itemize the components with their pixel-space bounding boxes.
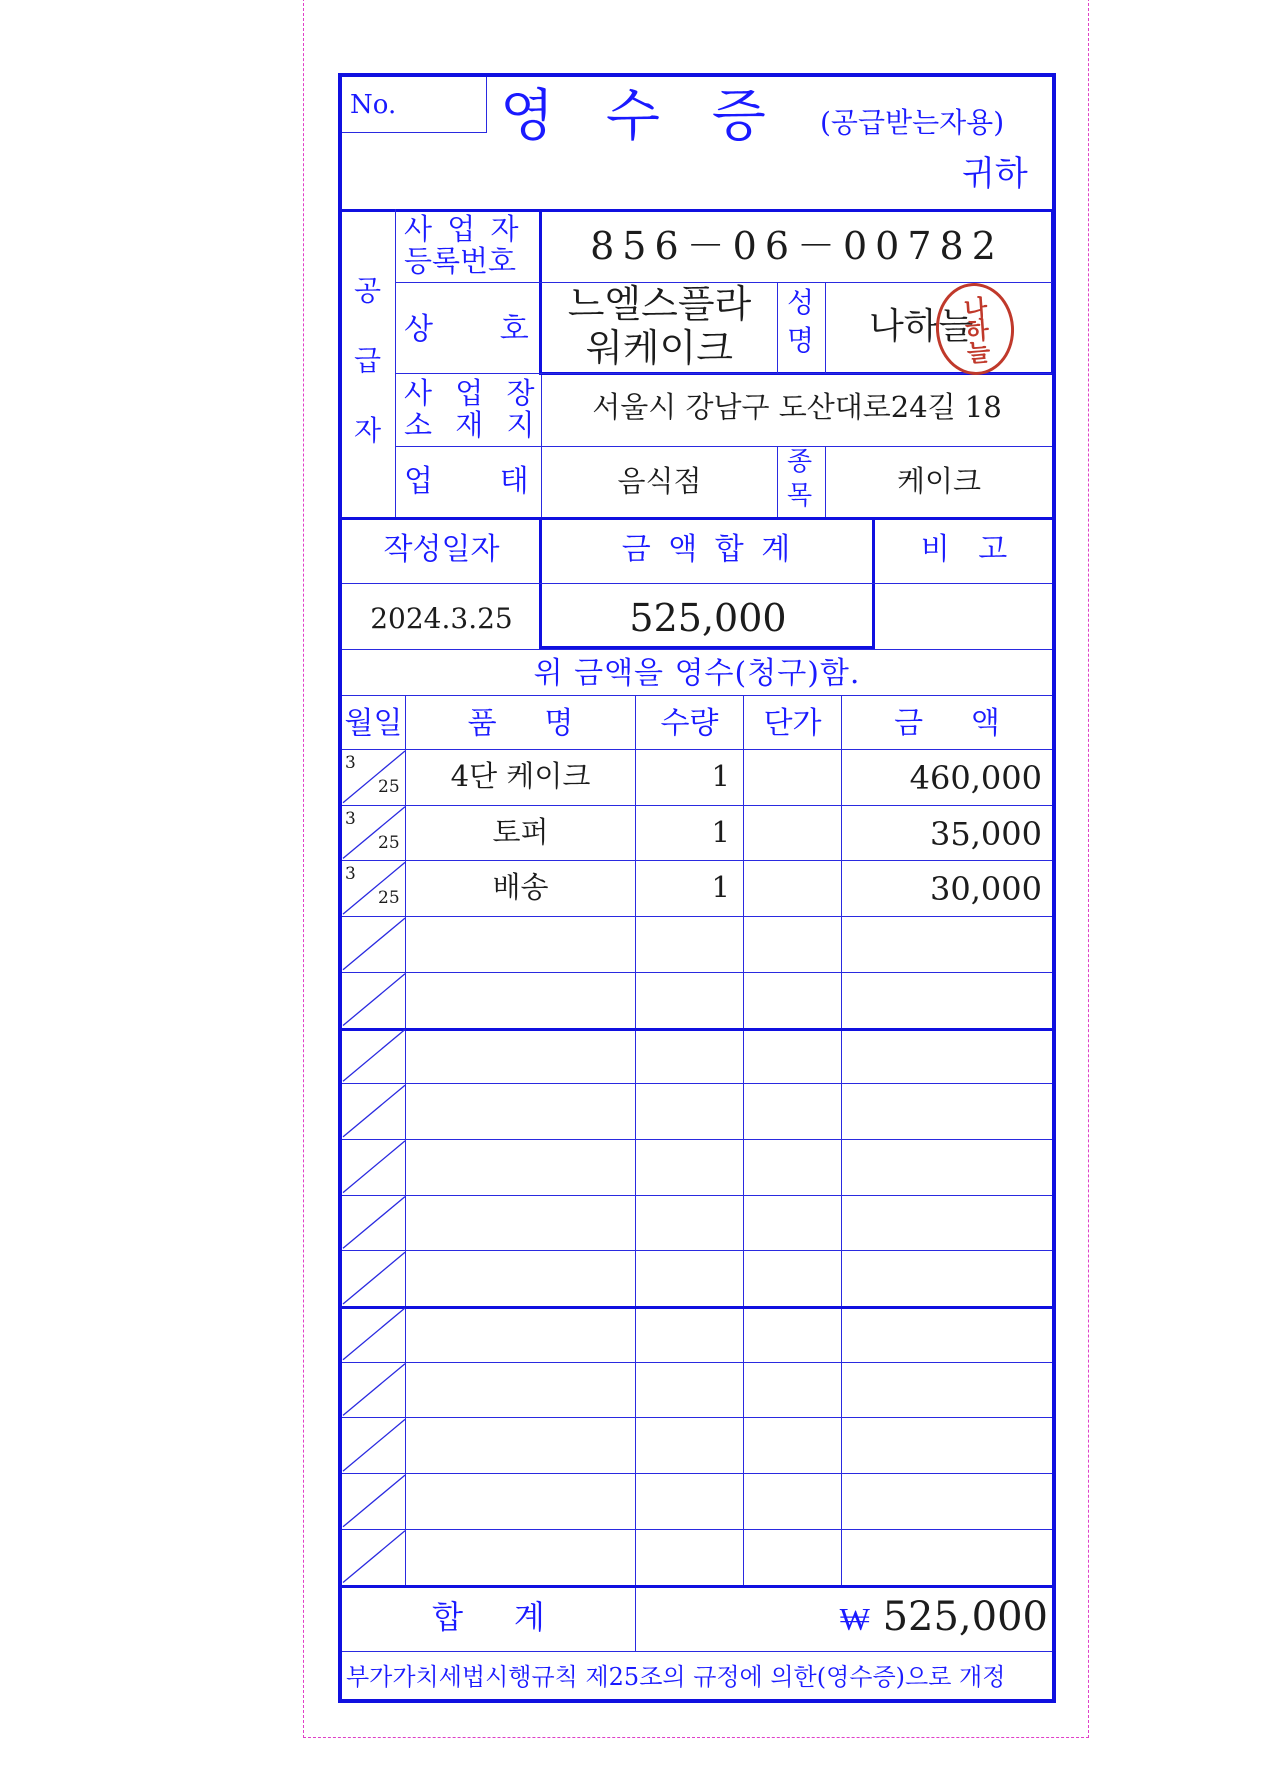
row-month: 3 bbox=[345, 808, 356, 829]
regulation-note: 부가가치세법시행규칙 제25조의 규정에 의한(영수증)으로 개정 bbox=[346, 1663, 1006, 1691]
total-label: 금 액 합 계 bbox=[621, 532, 795, 567]
total-amount: 525,000 bbox=[629, 596, 787, 640]
date-diagonal bbox=[343, 1531, 405, 1583]
item-label-1: 종 bbox=[787, 447, 813, 477]
date-diagonal bbox=[343, 1364, 405, 1416]
date-diagonal bbox=[343, 1085, 405, 1137]
row-month: 3 bbox=[345, 864, 356, 885]
row-qty: 1 bbox=[711, 814, 730, 849]
date-diagonal bbox=[343, 1419, 405, 1471]
date-diagonal bbox=[343, 1141, 405, 1193]
address-value: 서울시 강남구 도산대로24길 18 bbox=[592, 390, 1002, 424]
col-amount-header: 금 액 bbox=[894, 706, 1000, 741]
row-qty: 1 bbox=[711, 870, 730, 905]
owner-label-1: 성 bbox=[787, 286, 815, 319]
row-item: 토퍼 bbox=[492, 814, 549, 849]
receipt-title: 영 수 증 bbox=[500, 84, 768, 149]
address-label-line1: 사 업 장 bbox=[404, 376, 542, 410]
supplier-side-label-1: 공 bbox=[354, 274, 382, 307]
row-day: 25 bbox=[378, 777, 400, 797]
sum-value-wrap bbox=[636, 1594, 1048, 1640]
reg-label-line1: 사 업 자 bbox=[404, 212, 522, 246]
row-day: 25 bbox=[378, 888, 400, 909]
business-item: 케이크 bbox=[896, 464, 982, 498]
business-name-line2: 워케이크 bbox=[586, 326, 733, 370]
date-diagonal bbox=[343, 1252, 405, 1304]
col-unit-price-header: 단가 bbox=[763, 706, 822, 741]
date-diagonal bbox=[343, 807, 405, 859]
date-diagonal bbox=[343, 1308, 405, 1360]
seal-stamp: 나하늘 bbox=[933, 280, 1017, 377]
col-date-header: 월일 bbox=[344, 706, 403, 741]
row-month: 3 bbox=[345, 753, 356, 773]
note-label: 비 고 bbox=[920, 532, 1008, 567]
reg-number: 856－06－00782 bbox=[590, 224, 1004, 268]
row-amount: 30,000 bbox=[930, 870, 1042, 909]
date-diagonal bbox=[343, 918, 405, 970]
owner-name: 나하늘 bbox=[869, 306, 974, 347]
date-diagonals bbox=[342, 77, 1060, 1707]
recipient-suffix: 귀하 bbox=[962, 154, 1028, 194]
row-item: 4단 케이크 bbox=[450, 759, 591, 793]
statement: 위 금액을 영수(청구)함. bbox=[533, 656, 861, 691]
issue-date: 2024.3.25 bbox=[370, 602, 513, 635]
currency-symbol: ₩ bbox=[839, 1600, 870, 1638]
no-label: No. bbox=[350, 90, 397, 120]
col-item-header: 품 명 bbox=[467, 706, 574, 741]
date-diagonal bbox=[343, 1030, 405, 1082]
item-label-2: 목 bbox=[787, 481, 813, 511]
reg-label-line2: 등록번호 bbox=[404, 244, 517, 278]
owner-label-2: 명 bbox=[787, 324, 815, 357]
receipt-form bbox=[338, 73, 1056, 1703]
supplier-side-label-3: 자 bbox=[354, 414, 382, 447]
col-qty-header: 수량 bbox=[660, 706, 719, 741]
sum-label: 합 계 bbox=[432, 1598, 545, 1636]
address-label-line2: 소 재 지 bbox=[404, 408, 542, 442]
supplier-side-label-2: 급 bbox=[354, 344, 382, 377]
row-qty: 1 bbox=[711, 759, 730, 793]
row-amount: 460,000 bbox=[909, 759, 1042, 797]
date-label: 작성일자 bbox=[383, 532, 500, 567]
receipt-subtitle: (공급받는자용) bbox=[820, 106, 1005, 139]
business-type: 음식점 bbox=[617, 464, 702, 498]
row-amount: 35,000 bbox=[930, 814, 1042, 853]
business-name-line1: 느엘스플라 bbox=[567, 282, 752, 326]
date-diagonal bbox=[343, 1475, 405, 1527]
type-label: 업 태 bbox=[404, 464, 529, 499]
date-diagonal bbox=[343, 1197, 405, 1249]
row-item: 배송 bbox=[492, 870, 549, 905]
date-diagonal bbox=[343, 974, 405, 1026]
row-day: 25 bbox=[378, 832, 400, 853]
name-label: 상 호 bbox=[404, 312, 529, 347]
sum-value: 525,000 bbox=[882, 1594, 1048, 1640]
date-diagonal bbox=[343, 862, 405, 914]
date-diagonal bbox=[343, 751, 405, 803]
